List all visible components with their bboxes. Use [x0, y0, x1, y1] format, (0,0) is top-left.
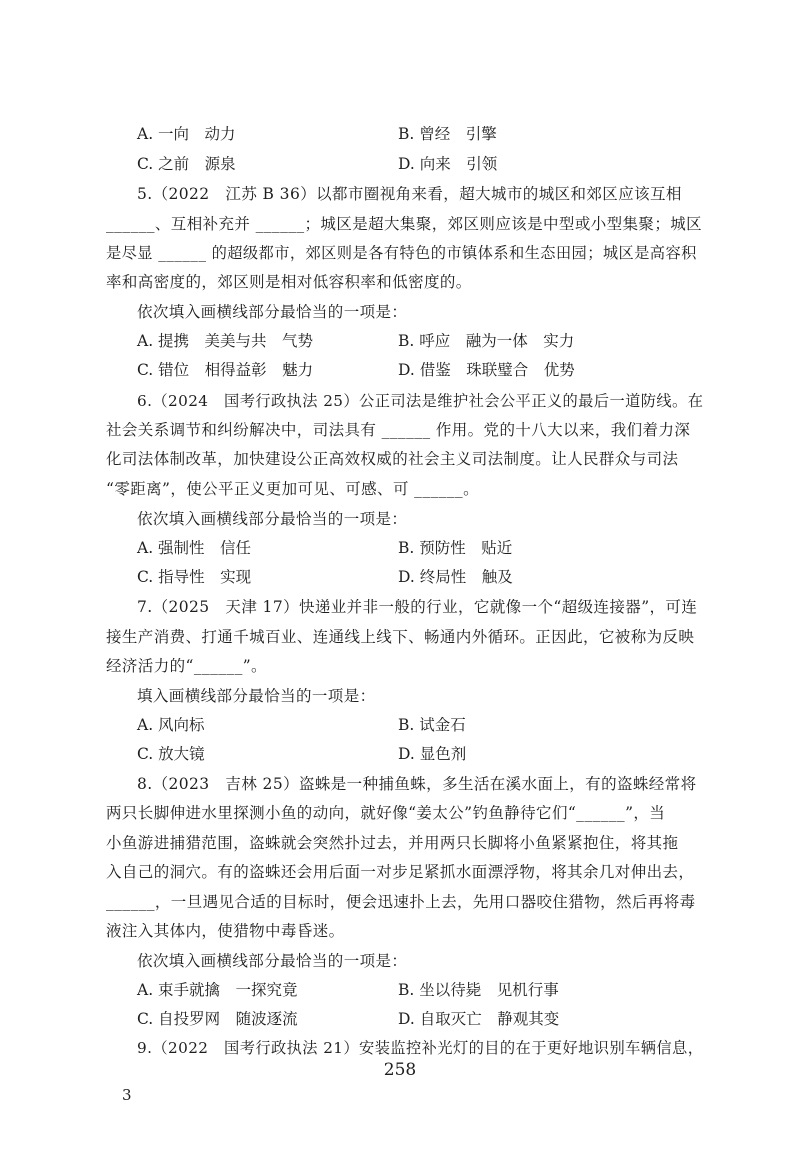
q7-line-1: 7.（2025 天津 17）快递业并非一般的行业，它就像一个“超级连接器”，可连 — [137, 598, 698, 616]
q7-option-a: A. 风向标 — [137, 716, 205, 734]
q7-prompt: 填入画横线部分最恰当的一项是： — [137, 687, 376, 705]
q7-option-b: B. 试金石 — [398, 716, 466, 734]
q5-line-1: 5.（2022 江苏 B 36）以都市圈视角来看，超大城市的城区和郊区应该互相 — [137, 185, 682, 203]
q8-option-b: B. 坐以待毙 见机行事 — [398, 981, 559, 999]
q6-line-4: “零距离”，使公平正义更加可见、可感、可 ______。 — [106, 480, 479, 498]
q5-option-c: C. 错位 相得益彰 魅力 — [137, 361, 314, 379]
q6-option-b: B. 预防性 贴近 — [398, 539, 513, 557]
q5-line-4: 率和高密度的，郊区则是相对低容积率和低密度的。 — [106, 273, 472, 291]
q6-option-c: C. 指导性 实现 — [137, 568, 252, 586]
q8-option-d: D. 自取灭亡 静观其变 — [398, 1010, 560, 1028]
q5-line-2: ______、互相补充并 ______；城区是超大集聚，郊区则应该是中型或小型集聚；城区 — [106, 215, 703, 233]
q5-option-a: A. 提携 美美与共 气势 — [137, 332, 314, 350]
q9-line-1: 9.（2022 国考行政执法 21）安装监控补光灯的目的在于更好地识别车辆信息， — [137, 1039, 704, 1057]
q8-option-c: C. 自投罗网 随波逐流 — [137, 1010, 298, 1028]
q6-line-3: 化司法体制改革，加快建设公正高效权威的社会主义司法制度。让人民群众与司法 — [106, 450, 679, 468]
q4-option-c: C. 之前 源泉 — [137, 155, 236, 173]
q6-prompt: 依次填入画横线部分最恰当的一项是： — [137, 510, 408, 528]
q5-prompt: 依次填入画横线部分最恰当的一项是： — [137, 303, 408, 321]
q6-option-a: A. 强制性 信任 — [137, 539, 252, 557]
q7-option-d: D. 显色剂 — [398, 745, 467, 763]
q4-option-d: D. 向来 引领 — [398, 155, 498, 173]
q7-line-3: 经济活力的“______”。 — [106, 657, 267, 675]
q5-option-b: B. 呼应 融为一体 实力 — [398, 332, 575, 350]
q8-line-3: 小鱼游进捕猎范围，盗蛛就会突然扑过去，并用两只长脚将小鱼紧紧抱住，将其拖 — [106, 834, 679, 852]
q6-line-2: 社会关系调节和纠纷解决中，司法具有 ______ 作用。党的十八大以来，我们着力深 — [106, 421, 691, 439]
page-number: 258 — [383, 1060, 417, 1080]
q8-option-a: A. 束手就擒 一探究竟 — [137, 981, 298, 999]
q7-option-c: C. 放大镜 — [137, 745, 205, 763]
margin-mark: 3 — [122, 1086, 132, 1104]
q8-line-2: 两只长脚伸进水里探测小鱼的动向，就好像“姜太公”钓鱼静待它们“______”，当 — [106, 804, 666, 822]
q8-line-5: ______，一旦遇见合适的目标时，便会迅速扑上去，先用口器咬住猎物，然后再将毒 — [106, 893, 696, 911]
q6-option-d: D. 终局性 触及 — [398, 568, 513, 586]
q5-option-d: D. 借鉴 珠联璧合 优势 — [398, 361, 575, 379]
q8-prompt: 依次填入画横线部分最恰当的一项是： — [137, 952, 408, 970]
q6-line-1: 6.（2024 国考行政执法 25）公正司法是维护社会公平正义的最后一道防线。在 — [137, 392, 704, 410]
q4-option-a: A. 一向 动力 — [137, 125, 236, 143]
q5-line-3: 是尽显 ______ 的超级都市，郊区则是各有特色的市镇体系和生态田园；城区是高容积 — [106, 244, 697, 262]
q8-line-1: 8.（2023 吉林 25）盗蛛是一种捕鱼蛛，多生活在溪水面上，有的盗蛛经常将 — [137, 775, 697, 793]
q8-line-4: 入自己的洞穴。有的盗蛛还会用后面一对步足紧抓水面漂浮物，将其余几对伸出去， — [106, 863, 695, 881]
q4-option-b: B. 曾经 引擎 — [398, 125, 497, 143]
q8-line-6: 液注入其体内，使猎物中毒昏迷。 — [106, 922, 345, 940]
q7-line-2: 接生产消费、打通千城百业、连通线上线下、畅通内外循环。正因此，它被称为反映 — [106, 628, 695, 646]
